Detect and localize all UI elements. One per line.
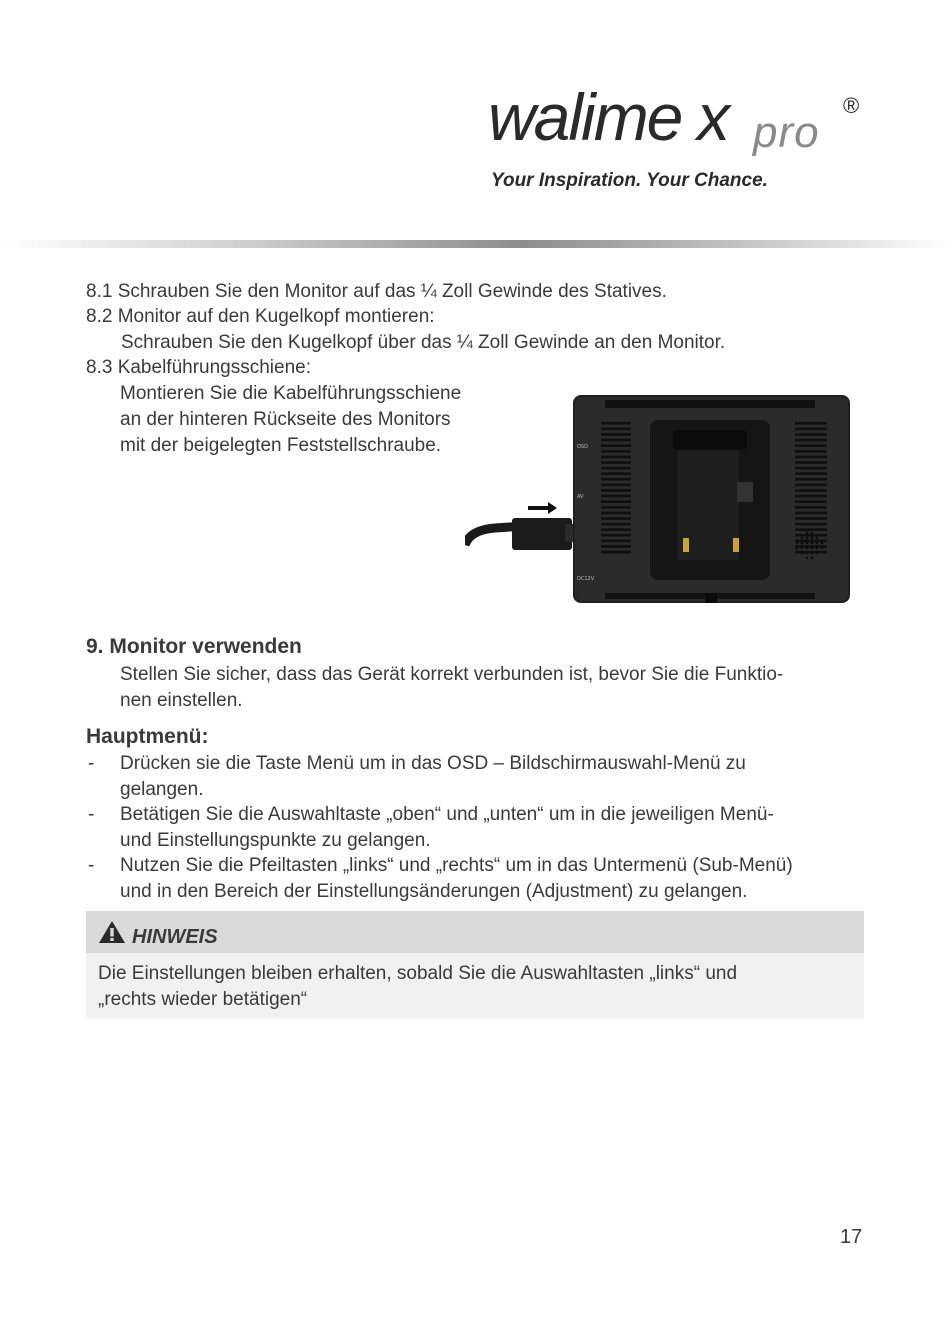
step-8-3-line: an der hinteren Rückseite des Monitors: [120, 409, 451, 430]
step-8-3-line: mit der beigelegten Feststellschraube.: [120, 435, 442, 456]
hinweis-line: Die Einstellungen bleiben erhalten, sobald Sie die Auswahltasten „links“ und: [98, 963, 738, 984]
section-9-line: nen einstellen.: [120, 690, 243, 711]
step-8-3: 8.3 Kabelführungsschiene:: [86, 357, 311, 378]
monitor-back-photo: [465, 390, 855, 608]
hinweis-header: [86, 911, 864, 953]
registered-mark: ®: [843, 93, 860, 118]
section-9-line: Stellen Sie sicher, dass das Gerät korrekt verbunden ist, bevor Sie die Funktio-: [120, 664, 784, 685]
step-8-2: 8.2 Monitor auf den Kugelkopf montieren:: [86, 306, 435, 327]
hinweis-line: „rechts wieder betätigen“: [98, 989, 308, 1010]
warning-icon: [98, 920, 126, 944]
bullet-marker: -: [88, 804, 95, 825]
label-av: AV: [577, 494, 584, 500]
label-dc: DC12V: [577, 576, 595, 582]
hauptmenu-heading: Hauptmenü:: [86, 725, 209, 748]
bullet-item: Drücken sie die Taste Menü um in das OSD – Bildschirmauswahl-Menü zu: [120, 753, 746, 774]
bullet-item: Nutzen Sie die Pfeiltasten „links“ und „rechts“ um in das Untermenü (Sub-Menü): [120, 855, 793, 876]
bullet-marker: -: [88, 753, 95, 774]
logo-word: walime: [488, 80, 682, 154]
bullet-item-cont: gelangen.: [120, 779, 204, 800]
logo-x: x: [697, 80, 730, 154]
header-divider: [0, 240, 950, 248]
bullet-item: Betätigen Sie die Auswahltaste „oben“ und „unten“ um in die jeweiligen Menü-: [120, 804, 774, 825]
section-9-heading: 9. Monitor verwenden: [86, 635, 302, 658]
step-8-2-detail: Schrauben Sie den Kugelkopf über das ¼ Zoll Gewinde an den Monitor.: [121, 332, 726, 353]
page-number: 17: [840, 1226, 863, 1248]
bullet-item-cont: und in den Bereich der Einstellungsänderungen (Adjustment) zu gelangen.: [120, 881, 748, 902]
step-8-3-line: Montieren Sie die Kabelführungsschiene: [120, 383, 462, 404]
tagline: Your Inspiration. Your Chance.: [491, 170, 768, 191]
label-osd: OSD: [577, 444, 588, 450]
bullet-marker: -: [88, 855, 95, 876]
hinweis-title: HINWEIS: [132, 926, 218, 948]
logo-pro: pro: [753, 108, 820, 157]
step-8-1: 8.1 Schrauben Sie den Monitor auf das ¼ Zoll Gewinde des Statives.: [86, 281, 667, 302]
bullet-item-cont: und Einstellungspunkte zu gelangen.: [120, 830, 431, 851]
